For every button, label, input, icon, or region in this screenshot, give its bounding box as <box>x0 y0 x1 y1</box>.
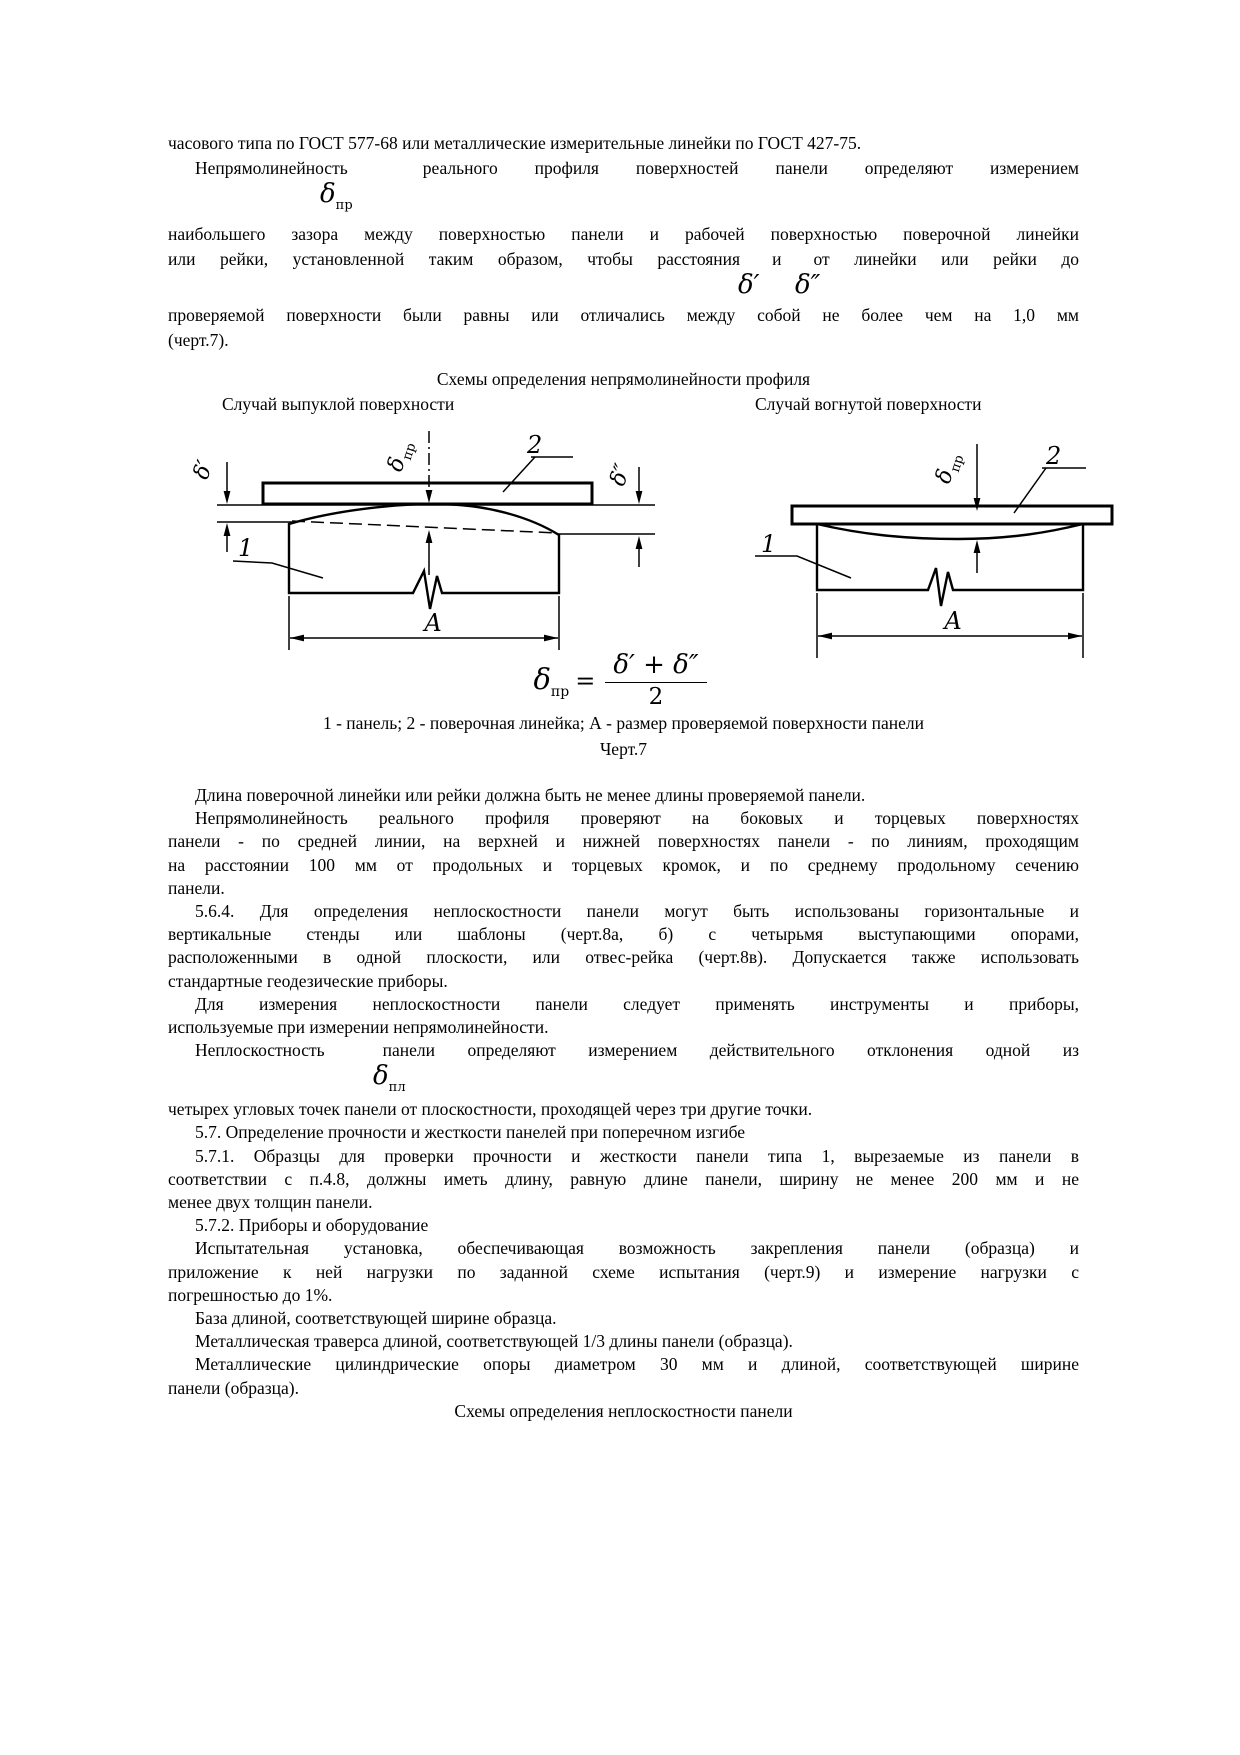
intro-paragraphs <box>168 131 1079 352</box>
formula-gap <box>781 264 813 265</box>
text-line: 5.7.2. Приборы и оборудование <box>195 1215 429 1236</box>
figure-subtitle-concave: Случай вогнутой поверхности <box>755 394 982 414</box>
text-line: Испытательная установка, обеспечивающая возможность закрепления панели (образца) и <box>195 1238 1079 1259</box>
right-diagram-concave <box>755 442 1112 658</box>
panel-number-label: 1 <box>761 530 777 558</box>
delta-prime-label: δ′ <box>189 457 219 483</box>
figure-caption: 1 - панель; 2 - поверочная линейка; А - размер проверяемой поверхности панели <box>322 713 925 733</box>
left-diagram-convex <box>189 431 655 650</box>
formula-gap <box>325 1055 383 1056</box>
text-line: наибольшего зазора между поверхностью панели и рабочей поверхностью поверочной линейки <box>168 224 1079 244</box>
inline-symbol-row <box>168 1062 1079 1098</box>
text-line: панели - по средней линии, на верхней и нижней поверхностях панели - по линиям, проходящим <box>168 831 1079 852</box>
text-line: Длина поверочной линейки или рейки должна быть не менее длины проверяемой панели. <box>195 785 866 805</box>
delta-pr-label: $\delta_{пр}$ <box>931 453 968 487</box>
formula-gap <box>740 264 772 265</box>
panel-convex <box>289 504 559 609</box>
text-line: 5.7.1. Образцы для проверки прочности и жесткости панели типа 1, вырезаемые из панели в <box>195 1145 1079 1166</box>
formula-gap <box>348 173 423 174</box>
panel-concave <box>817 524 1083 606</box>
text-line: погрешностью до 1%. <box>168 1284 333 1305</box>
text-line: проверяемой поверхности были равны или отличались между собой не более чем на 1,0 мм <box>168 305 1079 325</box>
text-line: панели. <box>168 877 225 898</box>
ruler-number-label: 2 <box>527 431 543 459</box>
inline-symbol-row <box>168 271 1079 303</box>
text-line: стандартные геодезические приборы. <box>168 970 448 991</box>
figure-number: Черт.7 <box>599 739 648 759</box>
dimension-a-label: А <box>424 609 443 637</box>
text-line: База длиной, соответствующей ширине образца. <box>195 1307 557 1328</box>
figure-title: Схемы определения непрямолинейности профиля <box>436 369 811 389</box>
dashed-mean-line <box>292 521 557 533</box>
text-line: 5.6.4. Для определения неплоскостности панели могут быть использованы горизонтальные и <box>195 900 1079 921</box>
text-line: Для измерения неплоскостности панели следует применять инструменты и приборы, <box>195 993 1079 1014</box>
formula-equals: = <box>575 667 596 695</box>
delta-double-prime-label: δ″ <box>605 460 637 490</box>
text-line: (черт.7). <box>168 329 229 350</box>
delta-symbol: δ″ <box>795 270 821 300</box>
text-line: расположенными в одной плоскости, или отвес-рейка (черт.8в). Допускается также использовать <box>168 947 1079 968</box>
text-line: Непрямолинейность реального профиля поверхностей панели определяют измерением <box>195 157 1079 178</box>
text-line: 5.7. Определение прочности и жесткости панелей при поперечном изгибе <box>195 1122 746 1143</box>
formula-delta-pr <box>0 646 1240 716</box>
formula-numerator: δ′ + δ″ <box>605 651 706 683</box>
ruler-number-label: 2 <box>1046 442 1062 470</box>
inline-symbol-row <box>168 180 1079 222</box>
dimension-a-label: А <box>944 607 963 635</box>
body-paragraphs <box>168 784 1079 1423</box>
delta-pr-label: $\delta_{пр}$ <box>383 441 420 475</box>
figure-7-drawing <box>0 415 1240 667</box>
text-line: четырех угловых точек панели от плоскостности, проходящей через три другие точки. <box>168 1099 813 1120</box>
formula-fraction <box>605 651 706 710</box>
text-line: соответствии с п.4.8, должны иметь длину, равную длине панели, ширину не менее 200 мм и не <box>168 1168 1079 1189</box>
text-line: менее двух толщин панели. <box>168 1192 373 1212</box>
text-line: или рейки, установленной таким образом, чтобы расстояния и от линейки или рейки до <box>168 248 1080 269</box>
text-line: Металлическая траверса длиной, соответствующей 1/3 длины панели (образца). <box>195 1331 793 1352</box>
text-line: Металлические цилиндрические опоры диаметром 30 мм и длиной, соответствующей ширине <box>195 1354 1079 1375</box>
straightedge <box>792 506 1112 524</box>
text-line: часового типа по ГОСТ 577-68 или металлические измерительные линейки по ГОСТ 427-75. <box>168 133 862 153</box>
figure-subtitle-convex: Случай выпуклой поверхности <box>222 394 455 414</box>
delta-symbol: $\delta_{пр}$ <box>320 179 353 213</box>
formula-lhs: $\delta_{пр}$ <box>533 662 570 700</box>
text-line: приложение к ней нагрузки по заданной схеме испытания (черт.9) и измерение нагрузки с <box>168 1261 1079 1282</box>
text-line: вертикальные стенды или шаблоны (черт.8а, б) с четырьмя выступающими опорами, <box>168 924 1079 945</box>
text-line: панели (образца). <box>168 1377 299 1398</box>
text-line: Неплоскостность панели определяют измерением действительного отклонения одной из <box>195 1040 1079 1061</box>
formula-denominator: 2 <box>648 684 664 711</box>
panel-number-label: 1 <box>238 534 254 562</box>
text-line: Непрямолинейность реального профиля проверяют на боковых и торцевых поверхностях <box>195 808 1079 829</box>
text-line: на расстоянии 100 мм от продольных и торцевых кромок, и по среднему продольному сечению <box>168 854 1079 875</box>
text-line: используемые при измерении непрямолинейности. <box>168 1016 549 1037</box>
delta-symbol: δ′ <box>738 270 760 300</box>
delta-symbol: $\delta_{пл}$ <box>373 1061 406 1096</box>
centered-title-line: Схемы определения неплоскостности панели <box>454 1400 793 1421</box>
